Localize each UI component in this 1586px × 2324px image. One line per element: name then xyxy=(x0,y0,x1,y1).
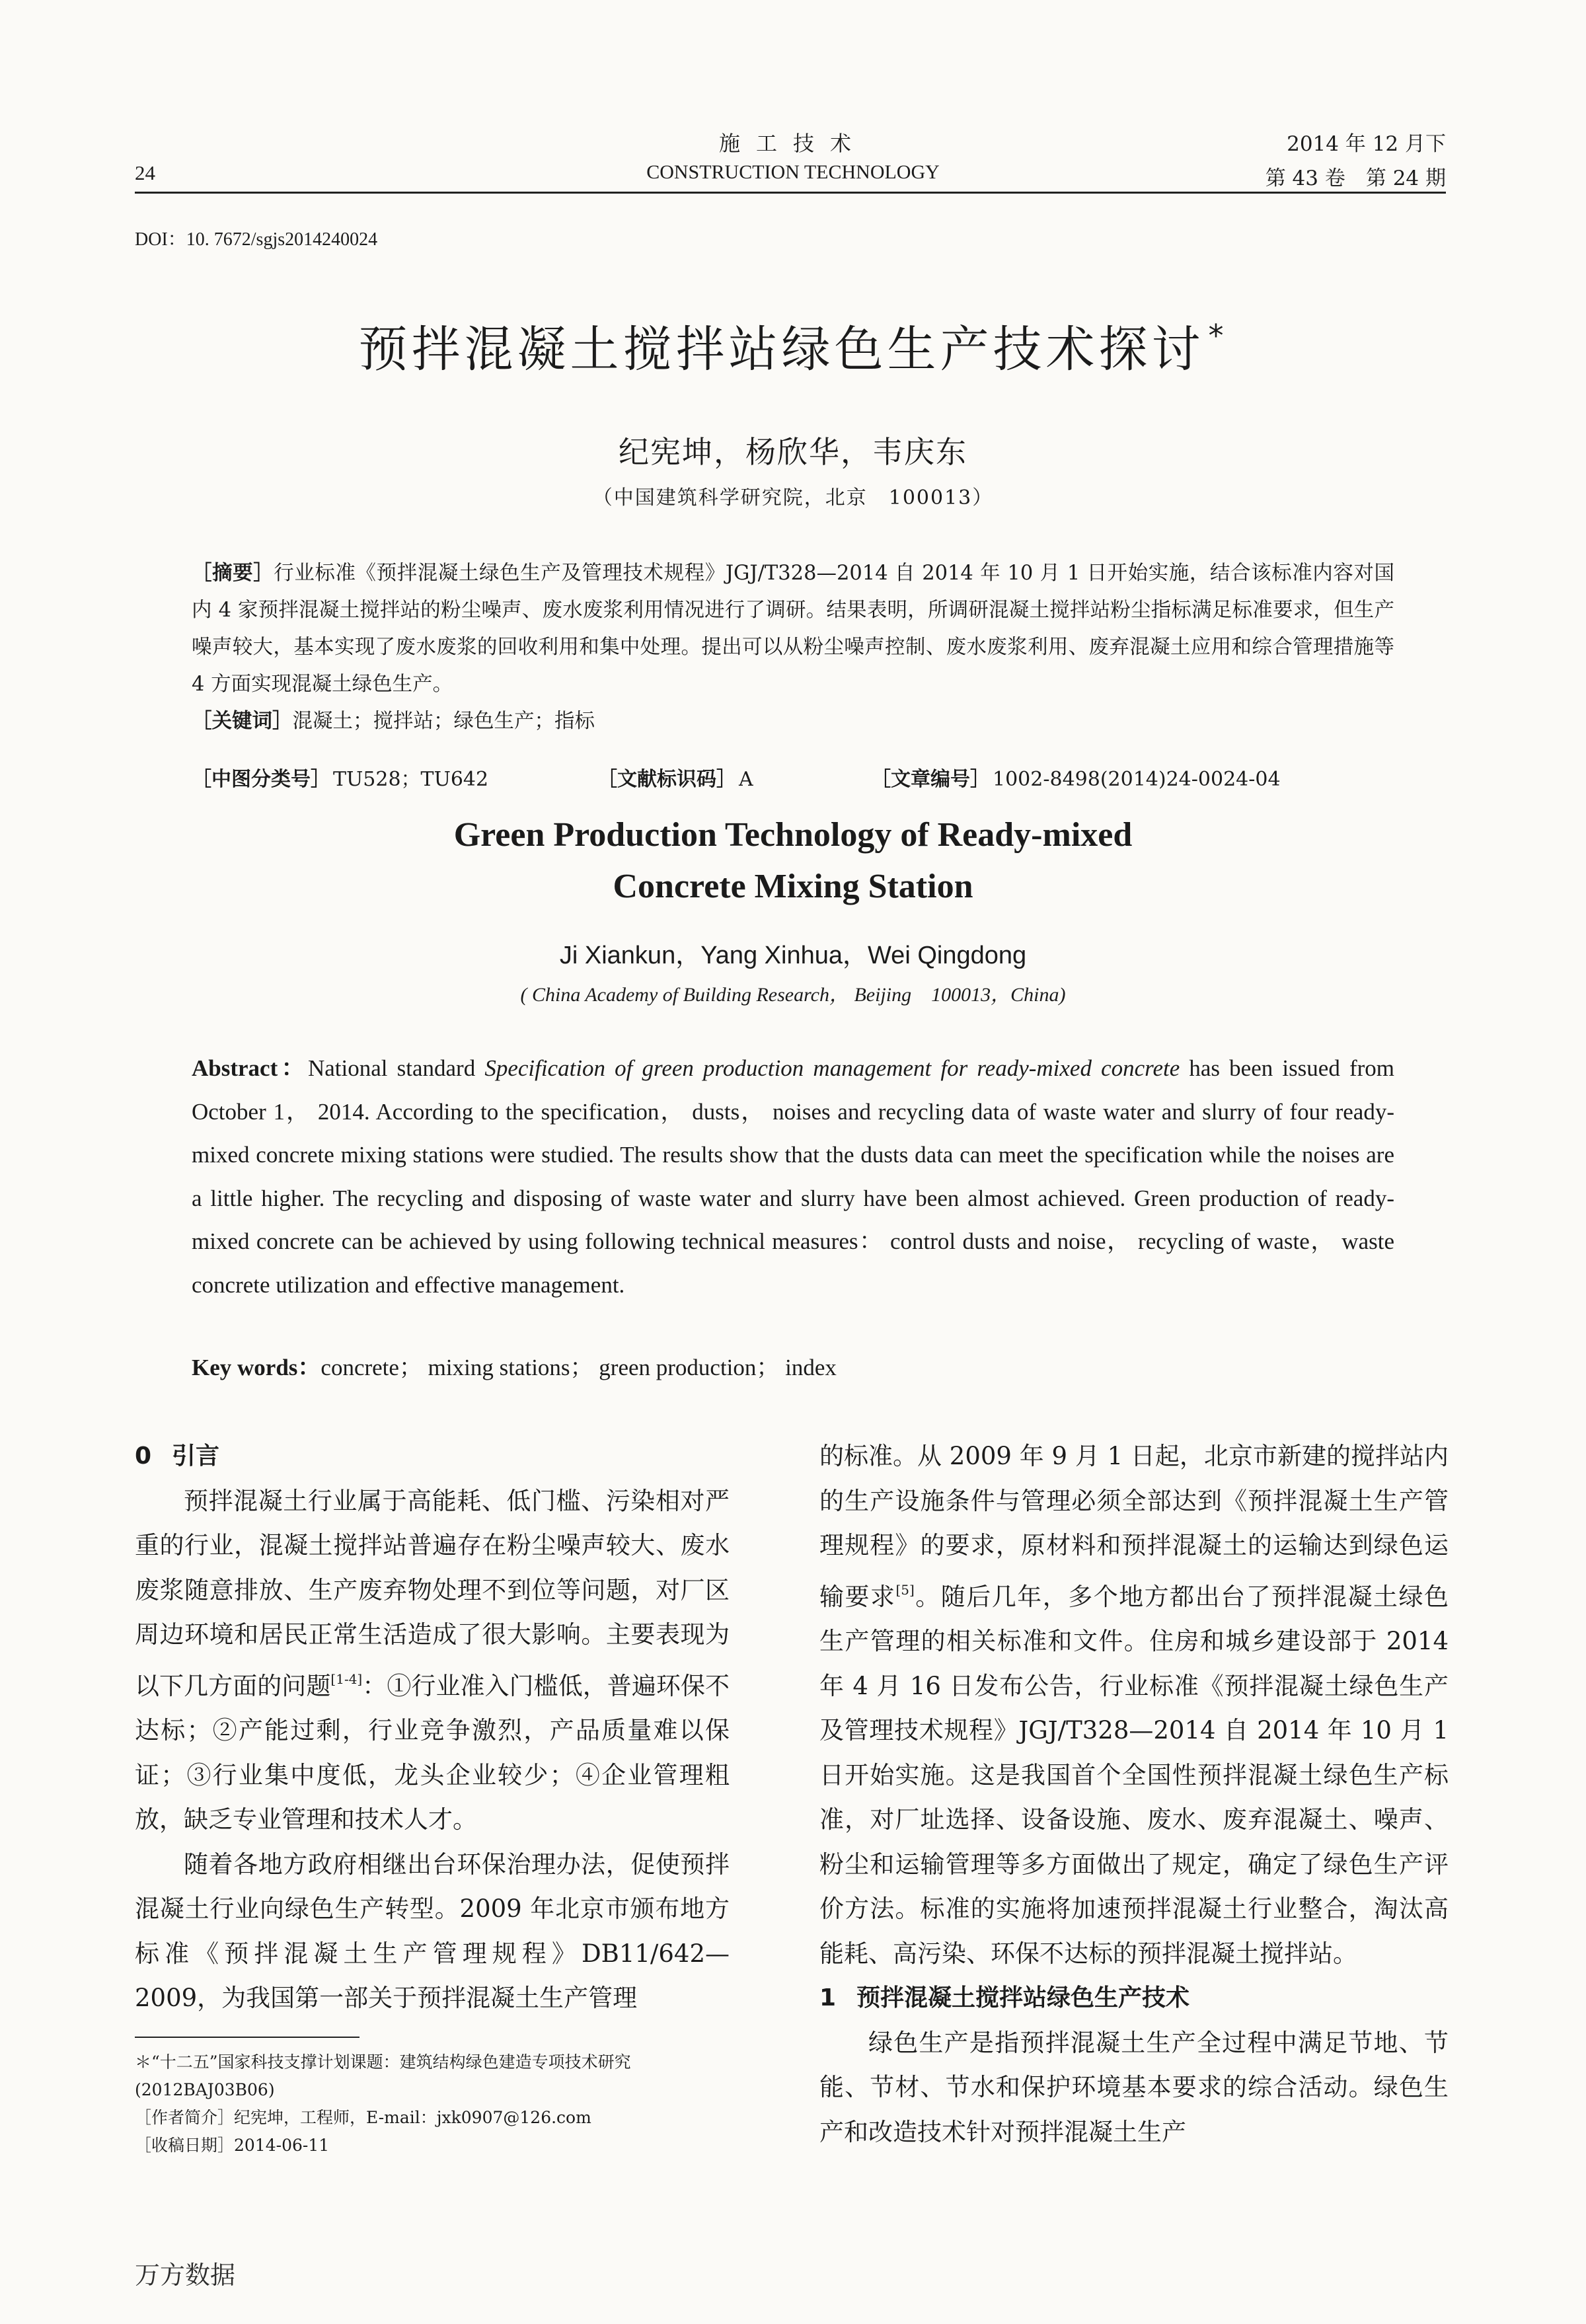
body-left-column xyxy=(135,1434,730,2021)
journal-title-cn: 施工技术 xyxy=(718,131,867,156)
clc-value: TU528；TU642 xyxy=(333,768,489,791)
clc-label: ［中图分类号］ xyxy=(192,768,330,791)
paragraph-text: 的标准。从 2009 年 9 月 1 日起，北京市新建的搅拌站内的生产设施条件与管理必须全部达到《预拌混凝土生产管理规程》的要求，原材料和预拌混凝土的运输达到绿色运输要求 xyxy=(819,1442,1449,1611)
paragraph xyxy=(135,1479,730,1842)
authors-cn: 纪宪坤，杨欣华，韦庆东 xyxy=(619,434,967,470)
footnote-fund: ＊“十二五”国家科技支撑计划课题：建筑结构绿色建造专项技术研究(2012BAJ03B06) xyxy=(135,2052,631,2099)
authors-en: Ji Xiankun，Yang Xinhua，Wei Qingdong xyxy=(559,942,1027,969)
abstract-cn xyxy=(192,555,1394,740)
citation: [5] xyxy=(895,1581,915,1598)
section-0-number: 0 xyxy=(135,1443,152,1470)
footnote-received: ［收稿日期］2014-06-11 xyxy=(135,2136,330,2155)
abstract-en-italic: Specification of green production management for ready-mixed concrete xyxy=(484,1055,1180,1081)
affiliation-en: ( China Academy of Building Research， Beijing 100013，China) xyxy=(520,984,1066,1006)
abstract-en-pre: National standard xyxy=(307,1055,485,1081)
section-1-heading xyxy=(819,1976,1449,2021)
doc-code xyxy=(597,763,753,792)
paragraph-text: 。随后几年，多个地方都出台了预拌混凝土绿色生产管理的相关标准和文件。住房和城乡建设部于 2014 年 4 月 16 日发布公告，行业标准《预拌混凝土绿色生产及管理技术规程》JGJ/T328—2014 自 2014 年 10 月 1 日开始实施。这是我国首个全国性预拌混凝土绿色生产标准，对厂址选择、设备设施、废水、废弃混凝土、噪声、粉尘和运输管理等多方面做出了规定，确定了绿色生产评价方法。标准的实施将加速预拌混凝土行业整合，淘汰高能耗、高污染、环保不达标的预拌混凝土搅拌站。 xyxy=(819,1582,1449,1968)
abstract-en-post: has been issued from October 1， 2014. According to the specification， dusts， noises and recycling data of waste water and slurry of four ready-mixed concrete mixing stations were studied. The results show that the dusts data can meet the specification while the noises are a little higher. The recycling and disposing of waste water and slurry have been almost achieved. Green production of ready-mixed concrete can be achieved by using following technical measures： control dusts and noise， recycling of waste， waste concrete utilization and effective management. xyxy=(192,1055,1394,1298)
affiliation-cn: （中国建筑科学研究院，北京 100013） xyxy=(592,486,994,509)
title-en-line2: Concrete Mixing Station xyxy=(613,868,973,905)
section-1-title: 预拌混凝土搅拌站绿色生产技术 xyxy=(856,1984,1190,2011)
volume-issue: 第 43 卷 第 24 期 xyxy=(1265,167,1446,190)
keywords-cn-label: ［关键词］ xyxy=(192,710,293,733)
keywords-en-label: Key words： xyxy=(192,1355,321,1380)
doc-code-label: ［文献标识码］ xyxy=(597,768,736,791)
abstract-en xyxy=(192,1047,1394,1306)
doi: DOI：10. 7672/sgjs2014240024 xyxy=(135,229,378,250)
section-0-heading xyxy=(135,1434,730,1479)
abstract-cn-text: 行业标准《预拌混凝土绿色生产及管理技术规程》JGJ/T328—2014 自 2014 年 10 月 1 日开始实施，结合该标准内容对国内 4 家预拌混凝土搅拌站的粉尘噪声、废水废浆利用情况进行了调研。结果表明，所调研混凝土搅拌站粉尘指标满足标准要求，但生产噪声较大，基本实现了废水废浆的回收利用和集中处理。提出可以从粉尘噪声控制、废水废浆利用、废弃混凝土应用和综合管理措施等 4 方面实现混凝土绿色生产。 xyxy=(192,562,1394,696)
section-0-title: 引言 xyxy=(172,1443,220,1470)
title-footnote-mark: * xyxy=(1208,318,1228,354)
footnote-author: ［作者简介］纪宪坤，工程师，E-mail：jxk0907@126.com xyxy=(135,2108,591,2127)
body-right-column xyxy=(819,1434,1449,2154)
watermark: 万方数据 xyxy=(135,2261,236,2290)
section-1-number: 1 xyxy=(819,1984,837,2011)
paragraph xyxy=(819,1434,1449,1976)
paragraph-text: ：①行业准入门槛低，普遍环保不达标；②产能过剩，行业竞争激烈，产品质量难以保证；③行业集中度低，龙头企业较少；④企业管理粗放，缺乏专业管理和技术人才。 xyxy=(135,1671,730,1834)
paragraph-text: 预拌混凝土行业属于高能耗、低门槛、污染相对严重的行业，混凝土搅拌站普遍存在粉尘噪声较大、废水废浆随意排放、生产废弃物处理不到位等问题，对厂区周边环境和居民正常生活造成了很大影响。主要表现为以下几方面的问题 xyxy=(135,1486,730,1700)
keywords-en-text: concrete； mixing stations； green production； index xyxy=(321,1355,837,1380)
title-en-line1: Green Production Technology of Ready-mixed xyxy=(453,816,1133,854)
article-number-label: ［文章编号］ xyxy=(871,768,990,791)
article-number xyxy=(871,763,1281,792)
title-cn-text: 预拌混凝土搅拌站绿色生产技术探讨 xyxy=(358,321,1205,378)
keywords-en xyxy=(192,1349,837,1382)
title-cn xyxy=(132,311,1454,381)
keywords-cn-text: 混凝土；搅拌站；绿色生产；指标 xyxy=(292,710,595,733)
footnotes xyxy=(135,2048,769,2159)
abstract-en-label: Abstract： xyxy=(192,1055,308,1081)
abstract-cn-label: ［摘要］ xyxy=(192,562,274,585)
clc-number xyxy=(192,763,488,792)
article-number-value: 1002-8498(2014)24-0024-04 xyxy=(993,768,1281,791)
journal-title-en: CONSTRUCTION TECHNOLOGY xyxy=(646,161,940,183)
paragraph: 随着各地方政府相继出台环保治理办法，促使预拌混凝土行业向绿色生产转型。2009 年北京市颁布地方标准《预拌混凝土生产管理规程》DB11/642—2009，为我国第一部关于预拌混凝土生产管理 xyxy=(135,1850,730,2012)
page-number: 24 xyxy=(135,161,155,184)
issue-date: 2014 年 12 月下 xyxy=(1287,132,1446,156)
header-rule xyxy=(135,192,1446,194)
footnote-rule xyxy=(135,2037,359,2038)
doc-code-value: A xyxy=(739,768,753,791)
citation: [1-4] xyxy=(330,1670,363,1687)
paragraph: 绿色生产是指预拌混凝土生产全过程中满足节地、节能、节材、节水和保护环境基本要求的综合活动。绿色生产和改造技术针对预拌混凝土生产 xyxy=(819,2028,1449,2146)
